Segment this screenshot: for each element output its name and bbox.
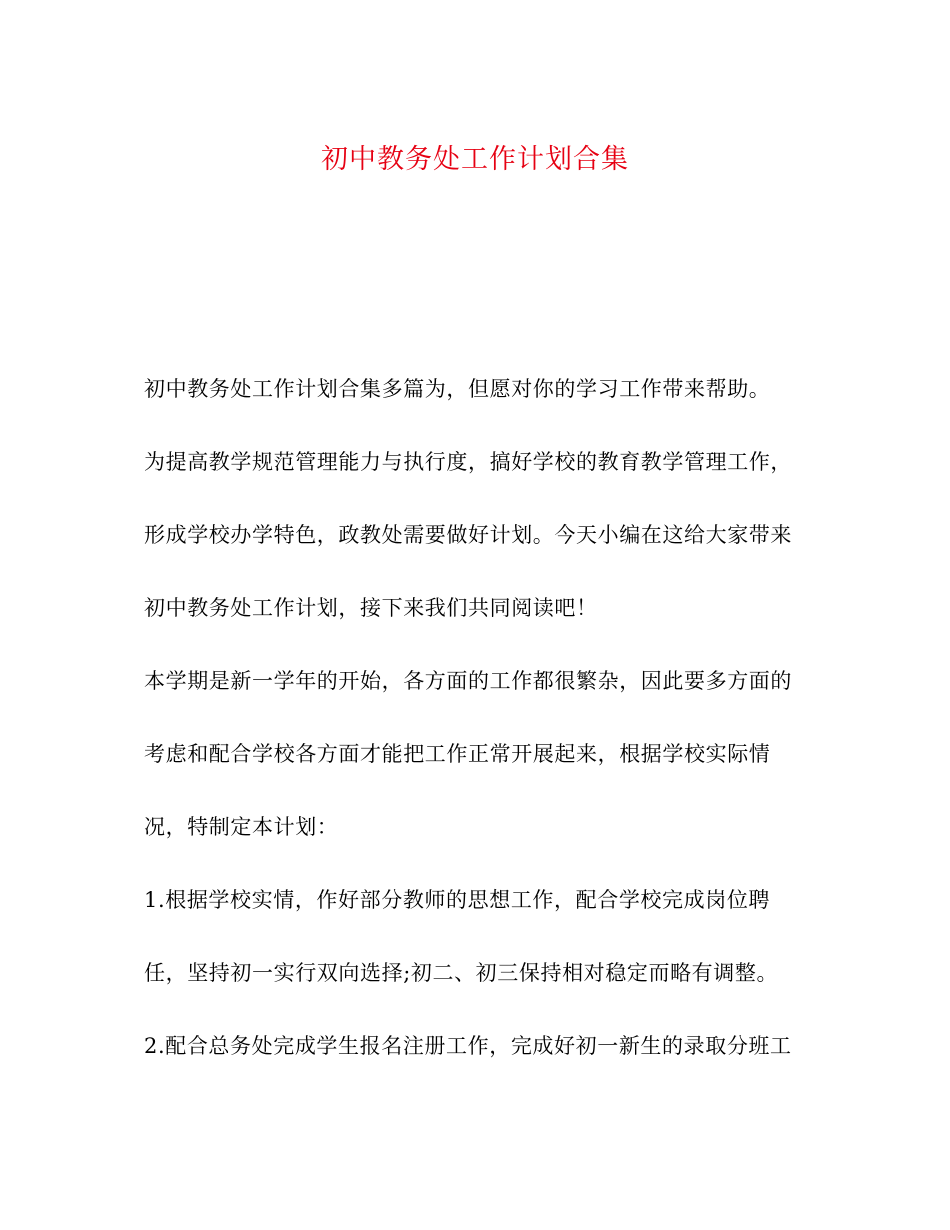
body-line-1: 初中教务处工作计划合集多篇为，但愿对你的学习工作带来帮助。 — [144, 377, 771, 401]
body-line-6: 考虑和配合学校各方面才能把工作正常开展起来，根据学校实际情 — [144, 742, 771, 766]
body-line-2: 为提高教学规范管理能力与执行度，搞好学校的教育教学管理工作， — [144, 450, 792, 474]
body-line-7: 况，特制定本计划： — [144, 815, 339, 839]
body-line-9: 任，坚持初一实行双向选择;初二、初三保持相对稳定而略有调整。 — [144, 961, 779, 985]
body-line-8: 1.根据学校实情，作好部分教师的思想工作，配合学校完成岗位聘 — [144, 888, 771, 912]
body-line-4: 初中教务处工作计划，接下来我们共同阅读吧！ — [144, 596, 598, 620]
body-line-3: 形成学校办学特色，政教处需要做好计划。今天小编在这给大家带来 — [144, 523, 792, 547]
document-title: 初中教务处工作计划合集 — [321, 144, 629, 175]
body-line-10: 2.配合总务处完成学生报名注册工作，完成好初一新生的录取分班工 — [144, 1034, 792, 1058]
body-line-5: 本学期是新一学年的开始，各方面的工作都很繁杂，因此要多方面的 — [144, 669, 792, 693]
